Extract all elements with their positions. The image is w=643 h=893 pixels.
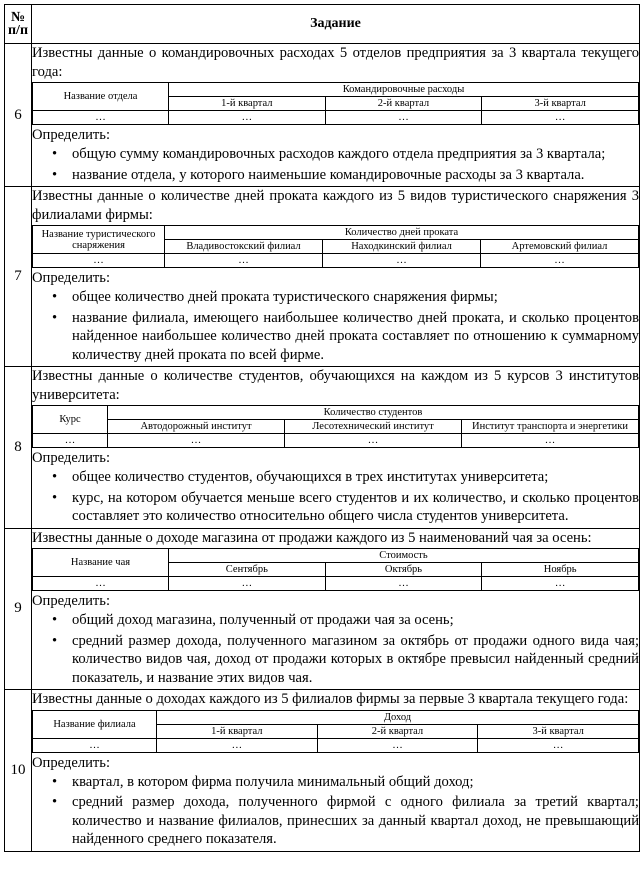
requirement-text: название отдела, у которого наименьшие командировочные расходы за 3 квартала.	[72, 166, 585, 183]
ellipsis-cell: …	[285, 434, 462, 448]
requirement-text: общее количество студентов, обучающихся в трех институтах университета;	[72, 469, 549, 485]
data-table-sample	[32, 225, 639, 268]
task-number: 9	[5, 528, 32, 690]
task-content	[32, 367, 640, 529]
ellipsis-cell: …	[33, 111, 169, 125]
requirements-list	[32, 468, 639, 526]
task-intro: Известны данные о доходе магазина от продажи каждого из 5 наименований чая за осень:	[32, 529, 592, 546]
row-header-cell: Курс	[33, 406, 108, 434]
requirements-list	[32, 288, 639, 364]
column-header-cell: Сентябрь	[169, 563, 326, 577]
requirement-item	[32, 489, 639, 526]
ellipsis-cell: …	[33, 577, 169, 591]
bullet-icon: •	[52, 612, 58, 628]
col-num-header: № п/п	[5, 5, 32, 44]
ellipsis-cell: …	[169, 111, 326, 125]
ellipsis-cell: …	[169, 577, 326, 591]
ellipsis-cell: …	[481, 254, 639, 268]
ellipsis-cell: …	[33, 434, 108, 448]
column-header-cell: Лесотехнический институт	[285, 420, 462, 434]
col-task-header: Задание	[32, 5, 640, 44]
requirement-text: квартал, в котором фирма получила минимальный общий доход;	[72, 773, 474, 790]
ellipsis-cell: …	[325, 111, 482, 125]
task-row	[5, 187, 640, 367]
ellipsis-cell: …	[325, 577, 482, 591]
task-number: 6	[5, 44, 32, 187]
requirement-item	[32, 468, 639, 487]
ellipsis-cell: …	[482, 577, 639, 591]
task-content	[32, 690, 640, 852]
task-number: 10	[5, 690, 32, 852]
requirement-text: средний размер дохода, полученного магазином за октябрь от продажи одного вида чая; количество видов чая, доход от продажи которых в октябре превысил найденный средний показатель, и название этих видов чая.	[72, 632, 639, 686]
task-content	[32, 187, 640, 367]
task-intro: Известны данные о командировочных расходах 5 отделов предприятия за 3 квартала текущего года:	[32, 45, 639, 80]
requirement-item	[32, 288, 639, 307]
requirement-text: общую сумму командировочных расходов каждого отдела предприятия за 3 квартала;	[72, 146, 606, 162]
ellipsis-cell: …	[323, 254, 481, 268]
group-header-cell: Количество дней проката	[165, 226, 639, 240]
requirements-list	[32, 145, 639, 184]
data-table-sample	[32, 82, 639, 125]
ellipsis-cell: …	[482, 111, 639, 125]
requirement-item	[32, 793, 639, 849]
column-header-cell: Институт транспорта и энергетики	[462, 420, 639, 434]
requirement-text: курс, на котором обучается меньше всего студентов и их количество, и сколько процентов составляет это количество относительно общего числа студентов университета.	[72, 489, 639, 524]
requirement-item	[32, 632, 639, 688]
ellipsis-cell: …	[157, 738, 318, 752]
column-header-cell: 2-й квартал	[317, 724, 478, 738]
task-row	[5, 44, 640, 187]
row-header-cell: Название туристического снаряжения	[33, 226, 165, 254]
row-header-cell: Название чая	[33, 549, 169, 577]
determine-label: Определить:	[32, 450, 111, 466]
task-intro: Известны данные о доходах каждого из 5 филиалов фирмы за первые 3 квартала текущего года:	[32, 691, 629, 707]
bullet-icon: •	[52, 309, 58, 326]
requirement-text: название филиала, имеющего наибольшее количество дней проката, и сколько процентов найденное наибольшее количество дней проката составляет по отношению к суммарному количеству дней проката по всей фирме.	[72, 309, 639, 363]
requirement-text: средний размер дохода, полученного фирмой с одного филиала за третий квартал; количество и название филиалов, принесших за данный квартал доход, не превышающий найденного среднего показателя.	[72, 794, 639, 847]
row-header-cell: Название отдела	[33, 83, 169, 111]
column-header-cell: 3-й квартал	[478, 724, 639, 738]
column-header-cell: 2-й квартал	[325, 97, 482, 111]
column-header-cell: 1-й квартал	[157, 724, 318, 738]
ellipsis-cell: …	[462, 434, 639, 448]
task-row	[5, 528, 640, 690]
task-content	[32, 44, 640, 187]
requirement-item	[32, 145, 639, 164]
requirements-list	[32, 773, 639, 849]
bullet-icon: •	[52, 289, 58, 305]
requirement-text: общее количество дней проката туристического снаряжения фирмы;	[72, 289, 498, 305]
requirement-text: общий доход магазина, полученный от продажи чая за осень;	[72, 612, 454, 628]
task-row	[5, 367, 640, 529]
header-row	[5, 5, 640, 44]
column-header-cell: Октябрь	[325, 563, 482, 577]
determine-label: Определить:	[32, 127, 111, 143]
task-content	[32, 528, 640, 690]
requirement-item	[32, 309, 639, 365]
group-header-cell: Доход	[157, 710, 639, 724]
bullet-icon: •	[52, 794, 58, 810]
tasks-table	[4, 4, 640, 852]
data-table-sample	[32, 710, 639, 753]
bullet-icon: •	[52, 632, 58, 649]
task-row	[5, 690, 640, 852]
bullet-icon: •	[52, 469, 58, 485]
ellipsis-cell: …	[478, 738, 639, 752]
requirement-item	[32, 773, 639, 792]
bullet-icon: •	[52, 489, 58, 506]
row-header-cell: Название филиала	[33, 710, 157, 738]
column-header-cell: Ноябрь	[482, 563, 639, 577]
bullet-icon: •	[52, 166, 58, 183]
column-header-cell: Артемовский филиал	[481, 240, 639, 254]
group-header-cell: Командировочные расходы	[169, 83, 639, 97]
bullet-icon: •	[52, 773, 58, 790]
requirements-list	[32, 611, 639, 687]
requirement-item	[32, 166, 639, 185]
column-header-cell: Владивостокский филиал	[165, 240, 323, 254]
column-header-cell: Находкинский филиал	[323, 240, 481, 254]
task-number: 8	[5, 367, 32, 529]
ellipsis-cell: …	[317, 738, 478, 752]
determine-label: Определить:	[32, 754, 111, 771]
ellipsis-cell: …	[165, 254, 323, 268]
determine-label: Определить:	[32, 593, 111, 609]
task-number: 7	[5, 187, 32, 367]
column-header-cell: Автодорожный институт	[108, 420, 285, 434]
data-table-sample	[32, 405, 639, 448]
task-intro: Известны данные о количестве студентов, обучающихся на каждом из 5 курсов 3 институтов университета:	[32, 368, 639, 403]
ellipsis-cell: …	[108, 434, 285, 448]
group-header-cell: Стоимость	[169, 549, 639, 563]
ellipsis-cell: …	[33, 738, 157, 752]
determine-label: Определить:	[32, 270, 111, 286]
group-header-cell: Количество студентов	[108, 406, 639, 420]
requirement-item	[32, 611, 639, 630]
task-intro: Известны данные о количестве дней проката каждого из 5 видов туристического снаряжения 3 филиалами фирмы:	[32, 188, 639, 223]
column-header-cell: 3-й квартал	[482, 97, 639, 111]
ellipsis-cell: …	[33, 254, 165, 268]
bullet-icon: •	[52, 146, 58, 162]
column-header-cell: 1-й квартал	[169, 97, 326, 111]
data-table-sample	[32, 548, 639, 591]
